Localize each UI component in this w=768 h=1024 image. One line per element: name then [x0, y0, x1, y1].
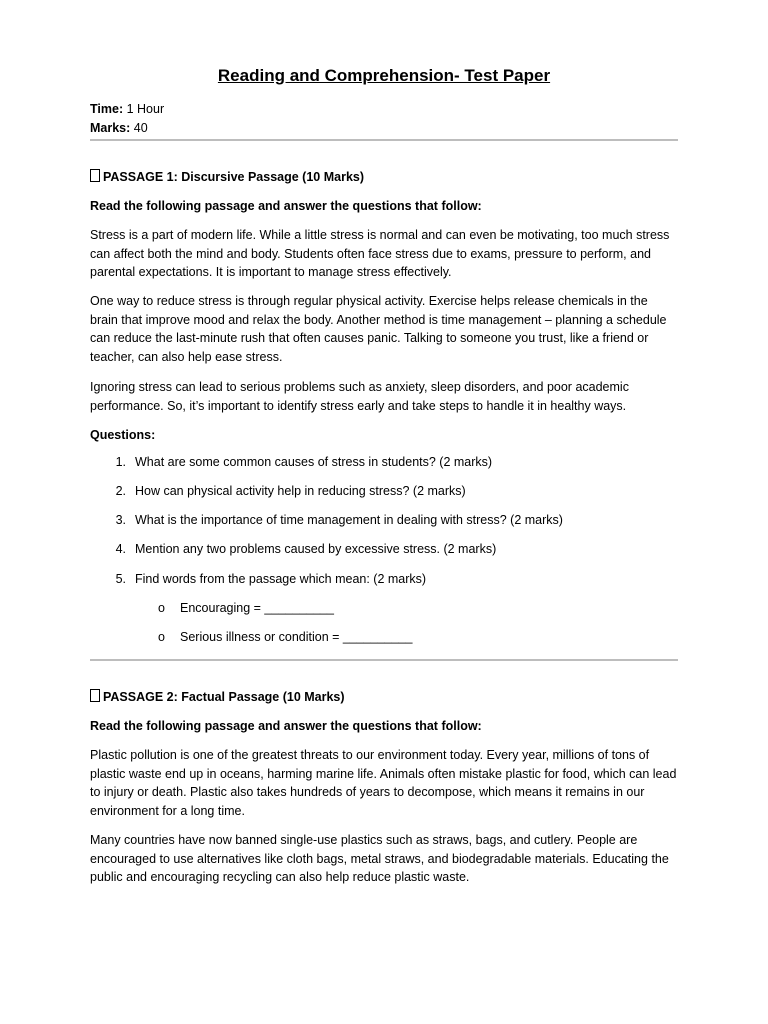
question-text: Mention any two problems caused by excessive stress. (2 marks) [135, 542, 497, 556]
questions-heading: Questions: [90, 428, 156, 442]
marks-line [90, 121, 148, 135]
sub-bullet: o [158, 601, 165, 615]
divider [90, 659, 678, 661]
divider [90, 139, 678, 141]
time-label: Time: [90, 102, 124, 116]
sub-text: Encouraging = __________ [180, 601, 334, 615]
passage1-instruction: Read the following passage and answer the questions that follow: [90, 199, 482, 213]
question-text: How can physical activity help in reducing stress? (2 marks) [135, 484, 466, 498]
passage2-paragraph-1: Plastic pollution is one of the greatest threats to our environment today. Every year, millions of tons of plastic waste end up in oceans, harming marine life. Animals often mistake plastic for food, which can lead to injury or death. Plastic also takes hundreds of years to decompose, which means it remains in our environment for a long time. [90, 748, 677, 818]
question-number: 2. [115, 484, 126, 498]
question-text: What are some common causes of stress in students? (2 marks) [135, 455, 493, 469]
question-number: 1. [115, 455, 126, 469]
passage1-paragraph-1: Stress is a part of modern life. While a little stress is normal and can even be motivating, too much stress can affect both the mind and body. Students often face stress due to exams, pressure to perform, and parental expectations. It is important to manage stress effectively. [90, 228, 670, 279]
passage2-heading: PASSAGE 2: Factual Passage (10 Marks) [90, 688, 678, 707]
missing-glyph-icon [90, 689, 100, 702]
sub-bullet: o [158, 630, 165, 644]
passage2-instruction: Read the following passage and answer the questions that follow: [90, 719, 482, 733]
marks-label: Marks: [90, 121, 131, 135]
page-title: Reading and Comprehension- Test Paper [217, 66, 551, 85]
question-number: 4. [115, 542, 126, 556]
missing-glyph-icon [90, 169, 100, 182]
question-text: What is the importance of time management in dealing with stress? (2 marks) [135, 513, 563, 527]
question-number: 3. [115, 513, 126, 527]
question-text: Find words from the passage which mean: (2 marks) [135, 572, 427, 586]
passage1-paragraph-3: Ignoring stress can lead to serious problems such as anxiety, sleep disorders, and poor academic performance. So, it’s important to identify stress early and take steps to handle it in healthy ways. [90, 380, 629, 413]
marks-value: 40 [130, 121, 148, 135]
sub-text: Serious illness or condition = __________ [180, 630, 413, 644]
time-line [90, 102, 164, 116]
passage1-heading: PASSAGE 1: Discursive Passage (10 Marks) [90, 168, 678, 187]
question-number: 5. [115, 572, 126, 586]
passage1-paragraph-2: One way to reduce stress is through regular physical activity. Exercise helps release chemicals in the brain that improve mood and relax the body. Another method is time management – planning a schedule can reduce the last-minute rush that often causes panic. Talking to someone you trust, like a friend or teacher, can also help ease stress. [90, 294, 667, 364]
time-value: 1 Hour [123, 102, 165, 116]
passage2-paragraph-2: Many countries have now banned single-use plastics such as straws, bags, and cutlery. People are encouraged to use alternatives like cloth bags, metal straws, and biodegradable materials. Educating the public and encouraging recycling can also help reduce plastic waste. [90, 833, 669, 884]
